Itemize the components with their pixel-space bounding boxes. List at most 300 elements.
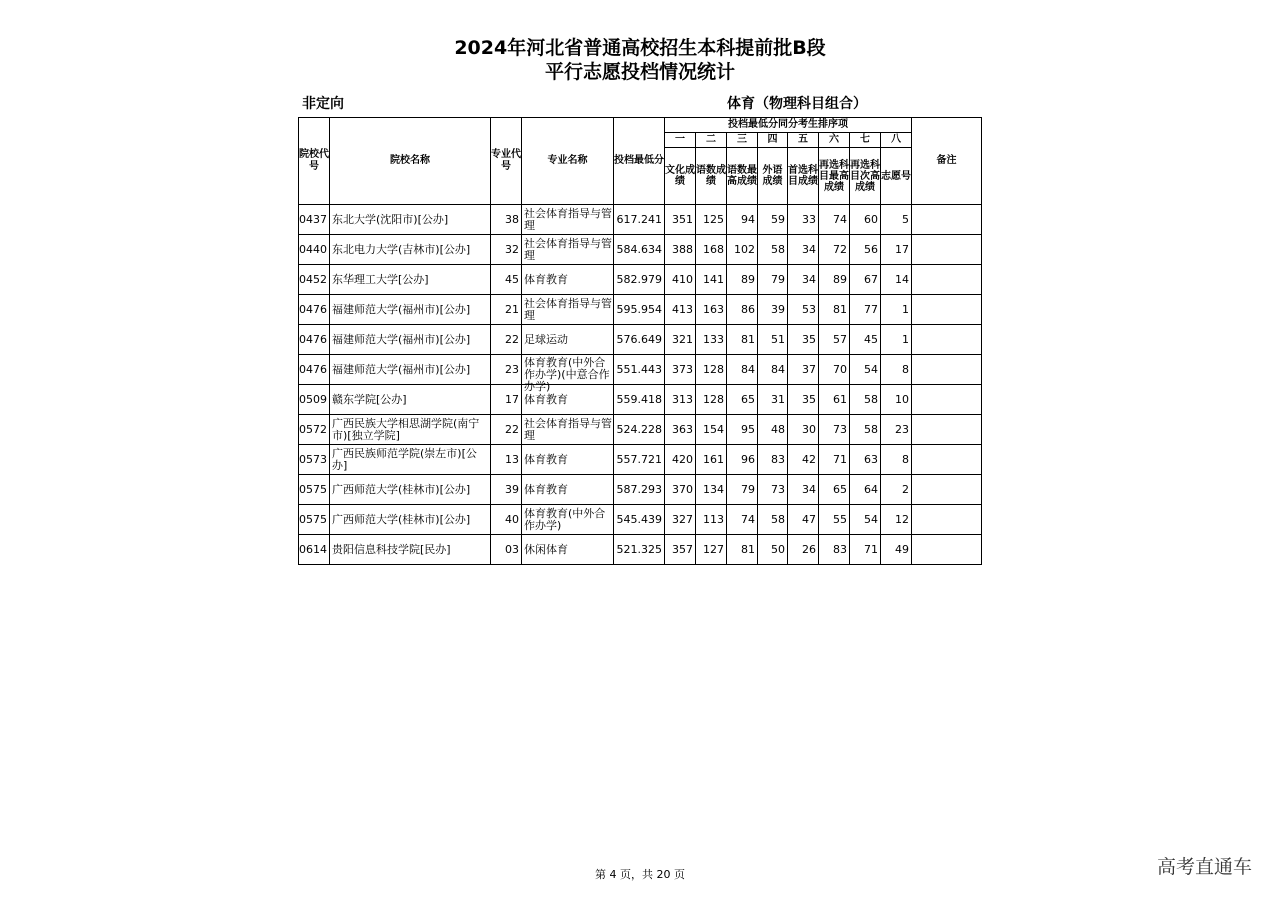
cell-school-name: [330, 415, 491, 445]
header-rank-item: 语数成绩: [696, 148, 727, 205]
cell-rank-value-text: 83: [771, 452, 785, 466]
cell-min-score: [614, 475, 665, 505]
cell-rank-value: [665, 325, 696, 355]
cell-rank-value-text: 95: [741, 422, 755, 436]
cell-rank-value-text: 81: [741, 542, 755, 556]
cell-rank-value: [788, 475, 819, 505]
cell-school-name: [330, 475, 491, 505]
cell-rank-value: [727, 325, 758, 355]
cell-rank-value-text: 128: [703, 392, 724, 406]
cell-school-name: [330, 445, 491, 475]
cell-rank-value-text: 8: [902, 452, 909, 466]
header-rank: 八: [881, 133, 912, 148]
cell-rank-value-text: 58: [864, 392, 878, 406]
cell-rank-value: [665, 205, 696, 235]
cell-major-code-text: 23: [505, 362, 519, 376]
subtitle-subject-group: 体育（物理科目组合）: [727, 96, 867, 112]
cell-rank-value-text: 321: [672, 332, 693, 346]
cell-major-name-text: 足球运动: [524, 332, 568, 346]
cell-rank-value-text: 34: [802, 272, 816, 286]
header-rank-item: 再选科目最高成绩: [819, 148, 850, 205]
cell-school-code-text: 0575: [299, 482, 327, 496]
cell-rank-value: [881, 355, 912, 385]
cell-rank-value: [727, 415, 758, 445]
cell-school-name-text: 东北电力大学(吉林市)[公办]: [332, 242, 471, 256]
cell-school-name-text: 广西师范大学(桂林市)[公办]: [332, 482, 471, 496]
cell-rank-value: [758, 325, 788, 355]
cell-remark: [912, 355, 982, 385]
cell-rank-value: [819, 295, 850, 325]
header-rank-item: 语数最高成绩: [727, 148, 758, 205]
cell-major-name: [522, 205, 614, 235]
cell-school-code-text: 0575: [299, 512, 327, 526]
cell-rank-value: [665, 505, 696, 535]
cell-rank-value-text: 26: [802, 542, 816, 556]
table-row: [299, 265, 982, 295]
cell-school-code: [299, 385, 330, 415]
cell-rank-value: [850, 415, 881, 445]
cell-rank-value: [696, 475, 727, 505]
cell-major-name: [522, 505, 614, 535]
cell-school-name-text: 福建师范大学(福州市)[公办]: [332, 302, 471, 316]
cell-rank-value: [788, 235, 819, 265]
cell-remark: [912, 235, 982, 265]
cell-remark: [912, 475, 982, 505]
cell-rank-value-text: 154: [703, 422, 724, 436]
cell-rank-value-text: 79: [771, 272, 785, 286]
cell-major-name: [522, 475, 614, 505]
cell-rank-value: [758, 235, 788, 265]
cell-rank-value-text: 94: [741, 212, 755, 226]
header-rank-item: 再选科目次高成绩: [850, 148, 881, 205]
cell-rank-value-text: 74: [741, 512, 755, 526]
cell-min-score-text: 521.325: [616, 542, 662, 556]
cell-min-score-text: 584.634: [616, 242, 662, 256]
cell-major-name-text: 体育教育(中外合作办学): [524, 506, 606, 532]
cell-rank-value: [819, 505, 850, 535]
cell-rank-value-text: 373: [672, 362, 693, 376]
cell-rank-value-text: 133: [703, 332, 724, 346]
header-remark: 备注: [912, 118, 982, 205]
cell-school-code: [299, 205, 330, 235]
cell-rank-value-text: 17: [895, 242, 909, 256]
cell-school-code: [299, 295, 330, 325]
cell-major-code-text: 39: [505, 482, 519, 496]
cell-rank-value-text: 71: [864, 542, 878, 556]
cell-rank-value: [788, 205, 819, 235]
cell-remark: [912, 205, 982, 235]
cell-rank-value: [665, 415, 696, 445]
cell-major-name: [522, 265, 614, 295]
cell-major-code: [491, 385, 522, 415]
cell-major-code-text: 22: [505, 332, 519, 346]
cell-school-name-text: 广西民族大学相思湖学院(南宁市)[独立学院]: [332, 416, 480, 442]
cell-rank-value-text: 413: [672, 302, 693, 316]
cell-rank-value-text: 57: [833, 332, 847, 346]
cell-min-score: [614, 385, 665, 415]
cell-rank-value: [850, 295, 881, 325]
cell-rank-value: [850, 535, 881, 565]
cell-rank-value: [696, 265, 727, 295]
header-rank: 一: [665, 133, 696, 148]
cell-rank-value-text: 410: [672, 272, 693, 286]
cell-min-score-text: 551.443: [616, 362, 662, 376]
table-row: [299, 385, 982, 415]
cell-rank-value-text: 35: [802, 392, 816, 406]
cell-rank-value: [850, 325, 881, 355]
cell-rank-value: [850, 235, 881, 265]
cell-rank-value-text: 70: [833, 362, 847, 376]
header-min-score: 投档最低分: [614, 118, 665, 205]
header-rank-item: 首选科目成绩: [788, 148, 819, 205]
cell-rank-value-text: 42: [802, 452, 816, 466]
cell-rank-value: [696, 325, 727, 355]
table-row: [299, 535, 982, 565]
cell-rank-value: [881, 205, 912, 235]
cell-min-score-text: 557.721: [616, 452, 662, 466]
cell-min-score: [614, 235, 665, 265]
cell-remark: [912, 505, 982, 535]
cell-school-code: [299, 415, 330, 445]
admission-table: [298, 117, 982, 565]
cell-rank-value-text: 37: [802, 362, 816, 376]
cell-rank-value: [696, 535, 727, 565]
cell-rank-value: [819, 355, 850, 385]
cell-school-name-text: 东华理工大学[公办]: [332, 272, 429, 286]
cell-school-code: [299, 235, 330, 265]
cell-major-code: [491, 265, 522, 295]
cell-school-name: [330, 205, 491, 235]
cell-major-name-text: 社会体育指导与管理: [524, 236, 612, 262]
cell-rank-value: [819, 445, 850, 475]
cell-school-code-text: 0476: [299, 332, 327, 346]
cell-rank-value: [665, 265, 696, 295]
cell-rank-value: [881, 325, 912, 355]
cell-rank-value-text: 71: [833, 452, 847, 466]
cell-rank-value-text: 55: [833, 512, 847, 526]
cell-major-code-text: 17: [505, 392, 519, 406]
table-row: [299, 295, 982, 325]
cell-rank-value-text: 74: [833, 212, 847, 226]
cell-rank-value: [696, 445, 727, 475]
cell-rank-value-text: 127: [703, 542, 724, 556]
cell-rank-value-text: 96: [741, 452, 755, 466]
cell-school-code-text: 0614: [299, 542, 327, 556]
cell-rank-value-text: 89: [833, 272, 847, 286]
cell-rank-value: [850, 445, 881, 475]
cell-rank-value: [850, 385, 881, 415]
cell-school-code-text: 0476: [299, 302, 327, 316]
cell-rank-value: [758, 205, 788, 235]
cell-rank-value: [788, 535, 819, 565]
cell-major-name-text: 体育教育: [524, 482, 568, 496]
cell-rank-value-text: 65: [833, 482, 847, 496]
cell-rank-value: [696, 355, 727, 385]
cell-rank-value: [758, 535, 788, 565]
cell-rank-value-text: 313: [672, 392, 693, 406]
cell-rank-value-text: 1: [902, 332, 909, 346]
cell-min-score: [614, 415, 665, 445]
cell-min-score-text: 582.979: [616, 272, 662, 286]
cell-min-score-text: 524.228: [616, 422, 662, 436]
cell-rank-value-text: 81: [833, 302, 847, 316]
cell-school-name: [330, 355, 491, 385]
cell-rank-value-text: 51: [771, 332, 785, 346]
cell-rank-value: [850, 505, 881, 535]
cell-min-score-text: 617.241: [616, 212, 662, 226]
cell-rank-value: [788, 295, 819, 325]
table-row: [299, 325, 982, 355]
cell-rank-value: [696, 235, 727, 265]
cell-rank-value-text: 73: [833, 422, 847, 436]
cell-rank-value-text: 50: [771, 542, 785, 556]
cell-rank-value-text: 67: [864, 272, 878, 286]
cell-rank-value: [758, 385, 788, 415]
cell-school-name: [330, 385, 491, 415]
cell-rank-value: [696, 295, 727, 325]
cell-rank-value: [881, 445, 912, 475]
cell-min-score: [614, 295, 665, 325]
cell-rank-value-text: 327: [672, 512, 693, 526]
cell-remark: [912, 415, 982, 445]
header-rank: 六: [819, 133, 850, 148]
cell-rank-value-text: 8: [902, 362, 909, 376]
cell-rank-value-text: 84: [771, 362, 785, 376]
cell-rank-value: [727, 355, 758, 385]
cell-rank-value-text: 10: [895, 392, 909, 406]
cell-rank-value-text: 54: [864, 512, 878, 526]
cell-rank-value: [788, 415, 819, 445]
cell-remark: [912, 265, 982, 295]
cell-rank-value: [819, 265, 850, 295]
cell-rank-value-text: 125: [703, 212, 724, 226]
cell-rank-value: [819, 475, 850, 505]
header-rank: 三: [727, 133, 758, 148]
document-title-line2: 平行志愿投档情况统计: [544, 61, 735, 83]
header-rank-item: 外语成绩: [758, 148, 788, 205]
cell-major-name: [522, 445, 614, 475]
cell-rank-value-text: 34: [802, 482, 816, 496]
cell-remark: [912, 295, 982, 325]
cell-rank-value-text: 134: [703, 482, 724, 496]
cell-school-code-text: 0573: [299, 452, 327, 466]
cell-major-name-text: 体育教育: [524, 392, 568, 406]
table-row: [299, 475, 982, 505]
subtitle-category: 非定向: [302, 96, 344, 112]
cell-major-name-text: 体育教育(中外合作办学)(中意合作办学): [524, 355, 610, 393]
cell-rank-value: [696, 385, 727, 415]
cell-min-score-text: 576.649: [616, 332, 662, 346]
table-row: [299, 205, 982, 235]
header-major-code: 专业代号: [491, 118, 522, 205]
table-row: [299, 445, 982, 475]
cell-rank-value: [665, 445, 696, 475]
cell-rank-value: [665, 535, 696, 565]
cell-rank-value-text: 59: [771, 212, 785, 226]
cell-remark: [912, 325, 982, 355]
cell-min-score: [614, 535, 665, 565]
table-row: [299, 505, 982, 535]
cell-min-score-text: 545.439: [616, 512, 662, 526]
cell-school-name-text: 福建师范大学(福州市)[公办]: [332, 332, 471, 346]
cell-major-code-text: 32: [505, 242, 519, 256]
cell-major-code: [491, 505, 522, 535]
cell-rank-value: [696, 505, 727, 535]
document-title-line1: 2024年河北省普通高校招生本科提前批B段: [454, 37, 826, 59]
cell-major-name: [522, 355, 614, 393]
cell-school-code: [299, 265, 330, 295]
table-row: [299, 415, 982, 445]
cell-rank-value-text: 23: [895, 422, 909, 436]
page-footer: 第 4 页，共 20 页: [595, 868, 685, 881]
cell-rank-value-text: 388: [672, 242, 693, 256]
table-row: [299, 355, 982, 385]
cell-rank-value: [696, 205, 727, 235]
cell-major-code-text: 38: [505, 212, 519, 226]
cell-school-name: [330, 295, 491, 325]
cell-rank-value: [727, 235, 758, 265]
cell-rank-value-text: 73: [771, 482, 785, 496]
cell-rank-value: [881, 475, 912, 505]
header-rank-item: 文化成绩: [665, 148, 696, 205]
cell-major-code-text: 22: [505, 422, 519, 436]
cell-rank-value: [850, 205, 881, 235]
header-school-name: 院校名称: [330, 118, 491, 205]
cell-major-code: [491, 295, 522, 325]
cell-school-code: [299, 355, 330, 385]
cell-major-code: [491, 235, 522, 265]
cell-school-name: [330, 505, 491, 535]
cell-rank-value-text: 58: [771, 242, 785, 256]
cell-rank-value-text: 2: [902, 482, 909, 496]
cell-rank-value: [881, 415, 912, 445]
cell-major-name-text: 社会体育指导与管理: [524, 206, 612, 232]
cell-rank-value: [727, 385, 758, 415]
cell-rank-value-text: 420: [672, 452, 693, 466]
cell-major-code: [491, 415, 522, 445]
cell-rank-value: [727, 295, 758, 325]
cell-rank-value: [819, 535, 850, 565]
cell-rank-value-text: 168: [703, 242, 724, 256]
cell-major-code: [491, 535, 522, 565]
cell-rank-value: [788, 325, 819, 355]
cell-rank-value: [850, 265, 881, 295]
cell-school-name-text: 贵阳信息科技学院[民办]: [332, 542, 451, 556]
cell-rank-value: [881, 235, 912, 265]
cell-min-score: [614, 205, 665, 235]
cell-major-code: [491, 445, 522, 475]
cell-rank-value-text: 63: [864, 452, 878, 466]
header-rank: 七: [850, 133, 881, 148]
cell-rank-value: [665, 385, 696, 415]
cell-major-code-text: 13: [505, 452, 519, 466]
cell-school-code-text: 0452: [299, 272, 327, 286]
cell-rank-value: [696, 415, 727, 445]
cell-rank-value: [665, 235, 696, 265]
header-rank: 五: [788, 133, 819, 148]
table-row: [299, 235, 982, 265]
cell-school-name: [330, 235, 491, 265]
cell-remark: [912, 385, 982, 415]
cell-rank-value: [758, 355, 788, 385]
cell-school-name: [330, 265, 491, 295]
cell-rank-value: [727, 505, 758, 535]
table-body: [299, 205, 982, 565]
cell-rank-value: [788, 265, 819, 295]
cell-rank-value-text: 5: [902, 212, 909, 226]
cell-school-name: [330, 325, 491, 355]
cell-rank-value-text: 1: [902, 302, 909, 316]
cell-rank-value-text: 83: [833, 542, 847, 556]
cell-rank-value: [881, 505, 912, 535]
cell-major-code-text: 21: [505, 302, 519, 316]
cell-rank-value-text: 33: [802, 212, 816, 226]
cell-rank-value: [819, 205, 850, 235]
cell-rank-value: [758, 505, 788, 535]
cell-rank-value-text: 351: [672, 212, 693, 226]
cell-rank-value-text: 86: [741, 302, 755, 316]
cell-major-name: [522, 535, 614, 565]
cell-rank-value: [881, 295, 912, 325]
cell-rank-value-text: 84: [741, 362, 755, 376]
cell-rank-value-text: 102: [734, 242, 755, 256]
cell-school-name-text: 东北大学(沈阳市)[公办]: [332, 212, 449, 226]
cell-rank-value: [850, 355, 881, 385]
cell-rank-value-text: 58: [771, 512, 785, 526]
cell-rank-value-text: 54: [864, 362, 878, 376]
cell-rank-value: [881, 265, 912, 295]
cell-rank-value: [881, 385, 912, 415]
cell-rank-value: [665, 295, 696, 325]
cell-rank-value-text: 163: [703, 302, 724, 316]
cell-rank-value-text: 53: [802, 302, 816, 316]
header-rank: 四: [758, 133, 788, 148]
cell-rank-value-text: 65: [741, 392, 755, 406]
cell-min-score: [614, 325, 665, 355]
cell-rank-value-text: 14: [895, 272, 909, 286]
cell-rank-value-text: 35: [802, 332, 816, 346]
cell-rank-value-text: 72: [833, 242, 847, 256]
cell-rank-value-text: 357: [672, 542, 693, 556]
cell-rank-value-text: 141: [703, 272, 724, 286]
header-tie-group: 投档最低分同分考生排序项: [665, 118, 912, 133]
cell-rank-value: [758, 415, 788, 445]
cell-min-score: [614, 355, 665, 385]
cell-rank-value: [727, 265, 758, 295]
cell-major-name-text: 社会体育指导与管理: [524, 416, 612, 442]
cell-major-name-text: 社会体育指导与管理: [524, 296, 612, 322]
cell-rank-value-text: 12: [895, 512, 909, 526]
cell-rank-value-text: 64: [864, 482, 878, 496]
cell-min-score-text: 587.293: [616, 482, 662, 496]
cell-major-name-text: 体育教育: [524, 272, 568, 286]
cell-school-code: [299, 475, 330, 505]
cell-rank-value-text: 113: [703, 512, 724, 526]
cell-school-code-text: 0440: [299, 242, 327, 256]
cell-school-code: [299, 535, 330, 565]
cell-rank-value: [727, 205, 758, 235]
cell-rank-value-text: 56: [864, 242, 878, 256]
cell-rank-value: [758, 295, 788, 325]
cell-min-score-text: 595.954: [616, 302, 662, 316]
cell-school-code: [299, 505, 330, 535]
header-major-name: 专业名称: [522, 118, 614, 205]
cell-remark: [912, 445, 982, 475]
cell-school-name-text: 广西师范大学(桂林市)[公办]: [332, 512, 471, 526]
cell-rank-value: [758, 445, 788, 475]
cell-major-name: [522, 295, 614, 325]
cell-school-code: [299, 445, 330, 475]
